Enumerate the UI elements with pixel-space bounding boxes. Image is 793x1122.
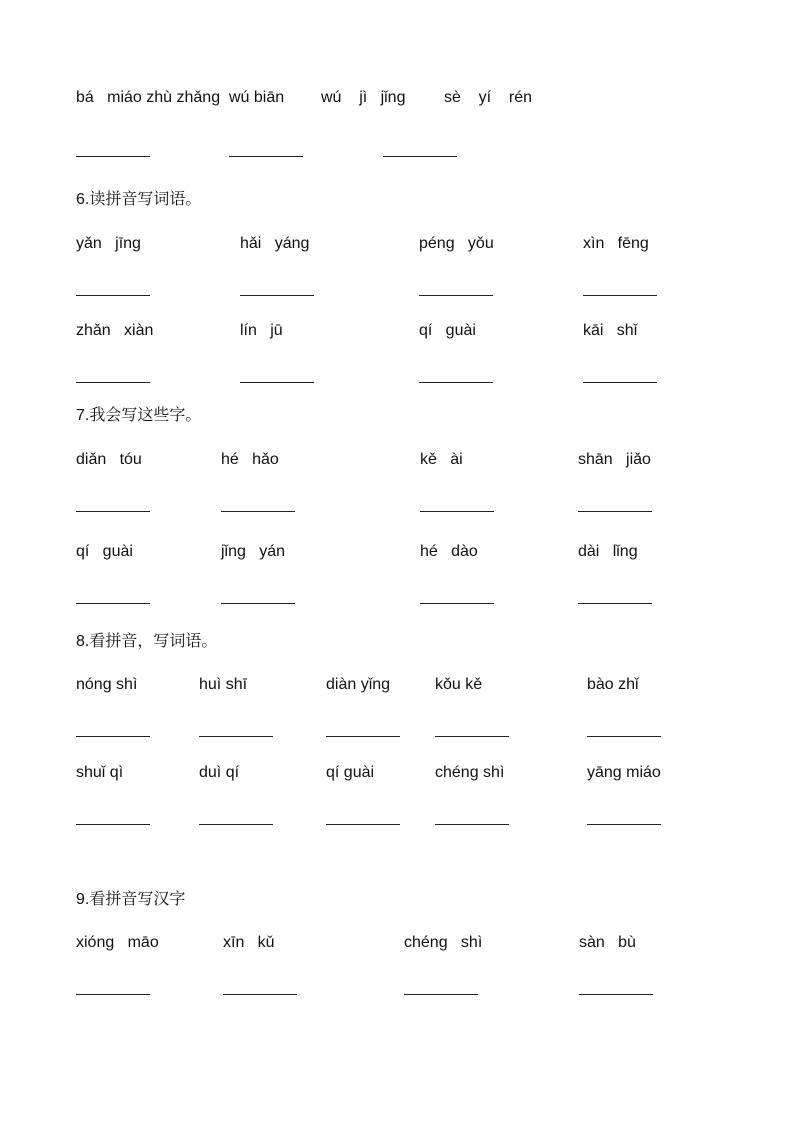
answer-blank[interactable] xyxy=(221,603,295,604)
pinyin-prompt: kě ài xyxy=(420,451,463,468)
answer-blank[interactable] xyxy=(419,382,493,383)
pinyin-prompt: wú biān xyxy=(229,89,285,106)
pinyin-prompt: chéng shì xyxy=(404,934,483,951)
pinyin-prompt: shuǐ qì xyxy=(76,764,124,781)
answer-blank[interactable] xyxy=(420,603,494,604)
answer-blank[interactable] xyxy=(221,511,295,512)
section-title: 8.看拼音，写词语。 xyxy=(76,633,218,650)
pinyin-prompt: huì shī xyxy=(199,676,248,693)
pinyin-prompt: sè yí rén xyxy=(444,89,533,106)
answer-blank[interactable] xyxy=(76,156,150,157)
answer-blank[interactable] xyxy=(435,736,509,737)
answer-blank[interactable] xyxy=(229,156,303,157)
pinyin-prompt: kǒu kě xyxy=(435,676,483,693)
pinyin-prompt: nóng shì xyxy=(76,676,138,693)
answer-blank[interactable] xyxy=(587,824,661,825)
answer-blank[interactable] xyxy=(435,824,509,825)
answer-blank[interactable] xyxy=(326,824,400,825)
section-title: 7.我会写这些字。 xyxy=(76,407,202,424)
answer-blank[interactable] xyxy=(583,382,657,383)
pinyin-prompt: hǎi yáng xyxy=(240,235,310,252)
pinyin-prompt: xīn kǔ xyxy=(223,934,275,951)
pinyin-prompt: lín jū xyxy=(240,322,283,339)
answer-blank[interactable] xyxy=(583,295,657,296)
pinyin-prompt: wú jì jǐng xyxy=(321,89,406,106)
section-title: 9.看拼音写汉字 xyxy=(76,891,186,908)
answer-blank[interactable] xyxy=(76,511,150,512)
answer-blank[interactable] xyxy=(578,603,652,604)
pinyin-prompt: xìn fēng xyxy=(583,235,649,252)
pinyin-prompt: qí guài xyxy=(76,543,133,560)
answer-blank[interactable] xyxy=(76,994,150,995)
answer-blank[interactable] xyxy=(240,295,314,296)
pinyin-prompt: qí guài xyxy=(326,764,375,781)
pinyin-prompt: bào zhǐ xyxy=(587,676,639,693)
answer-blank[interactable] xyxy=(223,994,297,995)
answer-blank[interactable] xyxy=(76,295,150,296)
pinyin-prompt: qí guài xyxy=(419,322,476,339)
section-title: 6.读拼音写词语。 xyxy=(76,191,202,208)
answer-blank[interactable] xyxy=(578,511,652,512)
pinyin-prompt: bá miáo zhù zhǎng xyxy=(76,89,221,106)
pinyin-prompt: chéng shì xyxy=(435,764,505,781)
pinyin-prompt: xióng māo xyxy=(76,934,159,951)
answer-blank[interactable] xyxy=(587,736,661,737)
answer-blank[interactable] xyxy=(76,603,150,604)
answer-blank[interactable] xyxy=(76,736,150,737)
answer-blank[interactable] xyxy=(404,994,478,995)
pinyin-prompt: hé hǎo xyxy=(221,451,279,468)
answer-blank[interactable] xyxy=(579,994,653,995)
pinyin-prompt: diàn yǐng xyxy=(326,676,391,693)
answer-blank[interactable] xyxy=(420,511,494,512)
pinyin-prompt: duì qí xyxy=(199,764,240,781)
answer-blank[interactable] xyxy=(419,295,493,296)
pinyin-prompt: yǎn jīng xyxy=(76,235,141,252)
answer-blank[interactable] xyxy=(199,736,273,737)
pinyin-prompt: dài lǐng xyxy=(578,543,638,560)
pinyin-prompt: shān jiǎo xyxy=(578,451,651,468)
pinyin-prompt: diǎn tóu xyxy=(76,451,142,468)
answer-blank[interactable] xyxy=(76,824,150,825)
pinyin-prompt: jǐng yán xyxy=(221,543,286,560)
pinyin-prompt: zhǎn xiàn xyxy=(76,322,154,339)
answer-blank[interactable] xyxy=(76,382,150,383)
pinyin-prompt: hé dào xyxy=(420,543,478,560)
answer-blank[interactable] xyxy=(383,156,457,157)
answer-blank[interactable] xyxy=(326,736,400,737)
answer-blank[interactable] xyxy=(240,382,314,383)
pinyin-prompt: yāng miáo xyxy=(587,764,661,781)
answer-blank[interactable] xyxy=(199,824,273,825)
pinyin-prompt: péng yǒu xyxy=(419,235,494,252)
pinyin-prompt: sàn bù xyxy=(579,934,636,951)
pinyin-prompt: kāi shǐ xyxy=(583,322,638,339)
